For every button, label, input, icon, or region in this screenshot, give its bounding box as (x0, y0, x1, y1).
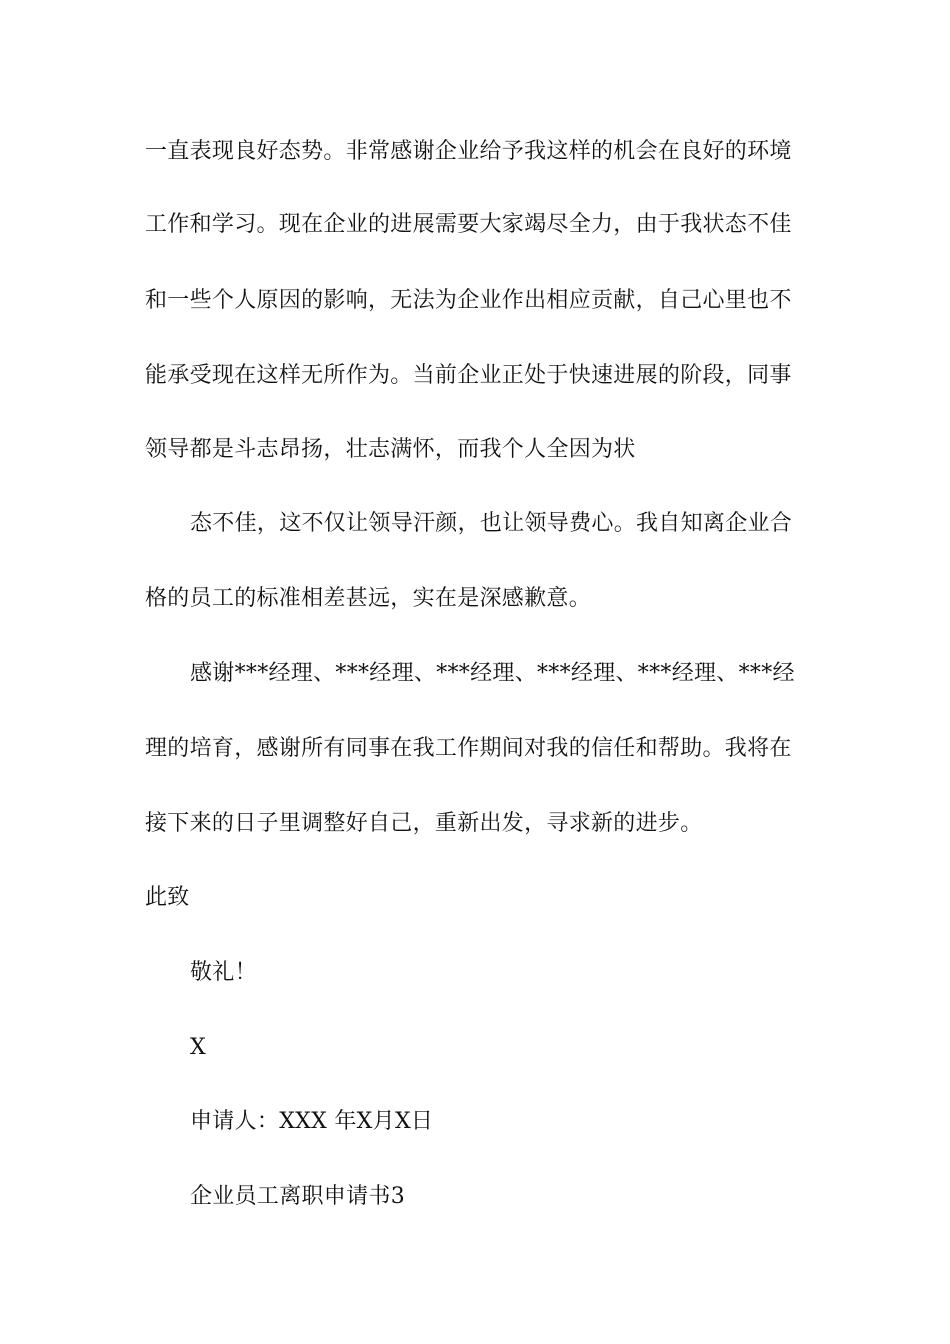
paragraph-line: 格的员工的标准相差甚远，实在是深感歉意。 (145, 586, 592, 611)
paragraph-line: 接下来的日子里调整好自己，重新出发，寻求新的进步。 (145, 811, 703, 836)
next-section-title: 企业员工离职申请书3 (190, 1184, 405, 1209)
paragraph-line: 一直表现良好态势。非常感谢企业给予我这样的机会在良好的环境 (145, 139, 792, 164)
paragraph-line: 感谢***经理、***经理、***经理、***经理、***经理、***经 (190, 661, 795, 686)
salutation: 敬礼！ (190, 960, 257, 985)
paragraph-line: 领导都是斗志昂扬，壮志满怀，而我个人全因为状 (145, 437, 636, 462)
signature-mark: X (190, 1035, 206, 1060)
paragraph-line: 工作和学习。现在企业的进展需要大家竭尽全力，由于我状态不佳 (145, 212, 792, 237)
paragraph-line: 和一些个人原因的影响，无法为企业作出相应贡献，自己心里也不 (145, 288, 792, 313)
paragraph-line: 理的培育，感谢所有同事在我工作期间对我的信任和帮助。我将在 (145, 736, 792, 761)
applicant-date-line: 申请人：XXX 年X月X日 (190, 1109, 434, 1134)
closing-phrase: 此致 (145, 885, 190, 910)
paragraph-line: 能承受现在这样无所作为。当前企业正处于快速进展的阶段，同事 (145, 363, 792, 388)
paragraph-line: 态不佳，这不仅让领导汗颜，也让领导费心。我自知离企业合 (190, 511, 793, 536)
